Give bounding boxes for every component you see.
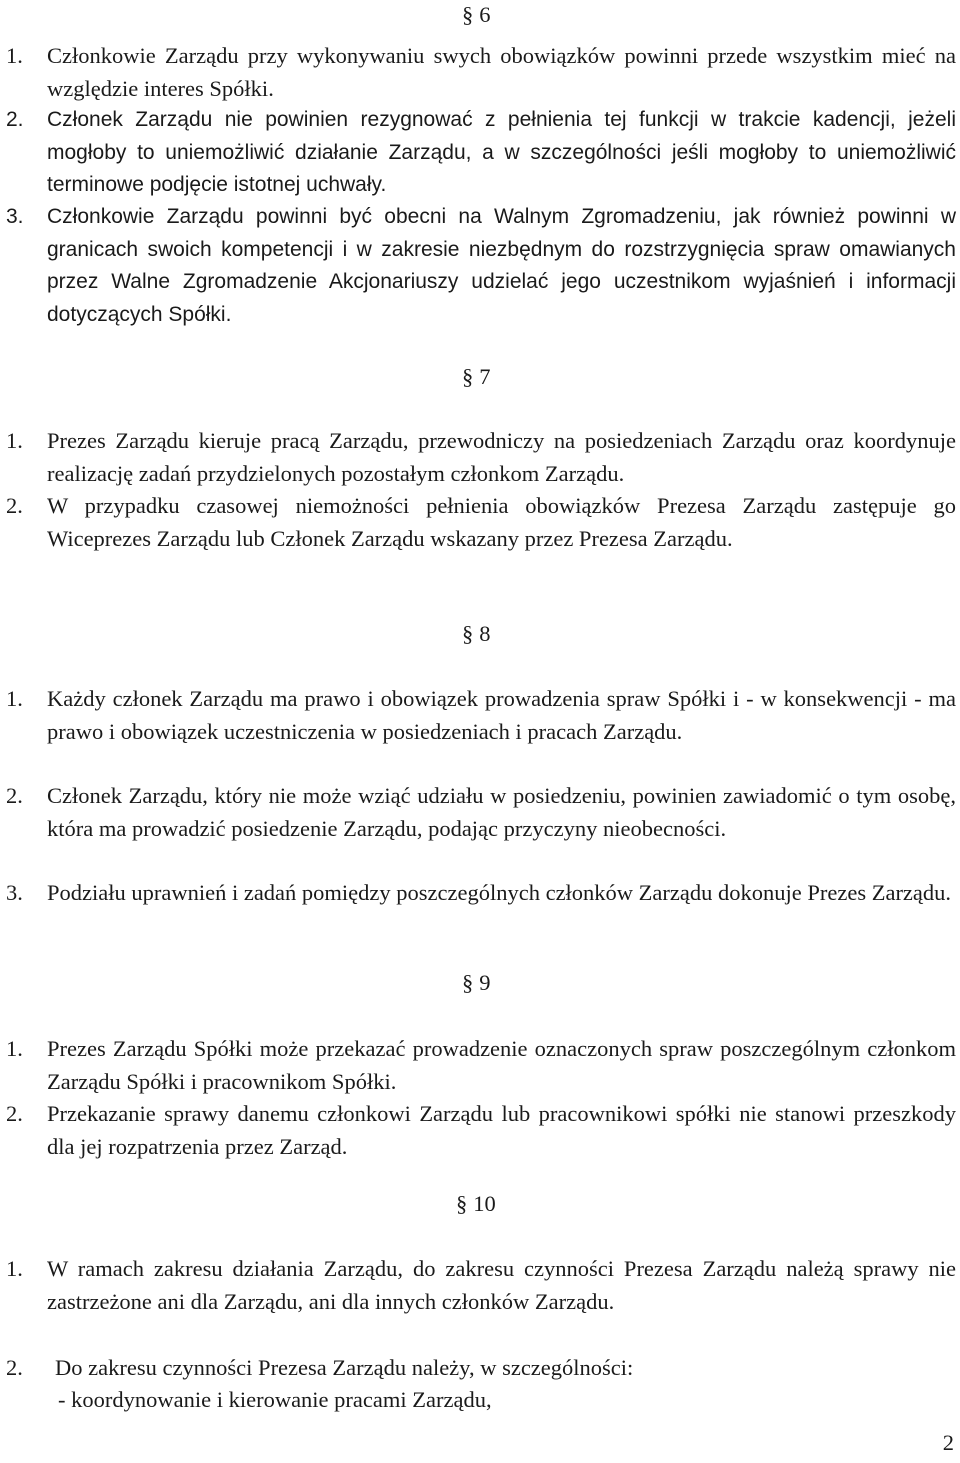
- section-heading-8: [462, 623, 491, 646]
- section-heading-10: [456, 1193, 496, 1216]
- section-symbol: §: [462, 970, 474, 995]
- section-number: 6: [479, 2, 491, 27]
- item-number: 2.: [6, 1101, 23, 1126]
- paragraph-8-1: [6, 683, 956, 748]
- item-number: 1.: [6, 686, 23, 711]
- section-number: 7: [479, 364, 491, 389]
- paragraph-9-2: [6, 1098, 956, 1163]
- item-text: Każdy członek Zarządu ma prawo i obowiązek prowadzenia spraw Spółki i - w konsekwencji - ma prawo i obowiązek uczestniczenia w posiedzeniach i pracach Zarządu.: [47, 686, 956, 744]
- section-symbol: §: [462, 364, 474, 389]
- item-number: 2.: [6, 783, 23, 808]
- item-number: 3.: [6, 205, 24, 228]
- section-symbol: §: [462, 621, 474, 646]
- paragraph-8-2: [6, 780, 956, 845]
- item-text: Członkowie Zarządu przy wykonywaniu swych obowiązków powinni przede wszystkim mieć na względzie interes Spółki.: [47, 43, 956, 101]
- item-number: 1.: [6, 428, 23, 453]
- item-number: 2.: [6, 108, 24, 131]
- item-text: W ramach zakresu działania Zarządu, do zakresu czynności Prezesa Zarządu należą sprawy nie zastrzeżone ani dla Zarządu, ani dla innych członków Zarządu.: [47, 1256, 956, 1314]
- paragraph-6-1: [6, 40, 956, 105]
- section-number: 9: [479, 970, 491, 995]
- item-number: 3.: [6, 880, 23, 905]
- paragraph-6-3: [6, 201, 956, 331]
- section-symbol: §: [456, 1191, 468, 1216]
- item-text: Przekazanie sprawy danemu członkowi Zarządu lub pracownikowi spółki nie stanowi przeszkody dla jej rozpatrzenia przez Zarząd.: [47, 1101, 956, 1159]
- paragraph-10-1: [6, 1253, 956, 1318]
- item-number: 2.: [6, 493, 23, 518]
- item-number: 1.: [6, 43, 23, 68]
- item-text: Członek Zarządu nie powinien rezygnować z pełnienia tej funkcji w trakcie kadencji, jeżeli mogłoby to uniemożliwić działanie Zarządu, a w szczególności jeśli mogłoby to uniemożliwić terminowe podjęcie istotnej uchwały.: [47, 108, 956, 196]
- list-item: - koordynowanie i kierowanie pracami Zarządu,: [58, 1387, 492, 1412]
- item-number: 1.: [6, 1256, 23, 1281]
- section-heading-9: [462, 972, 491, 995]
- paragraph-6-2: [6, 104, 956, 202]
- item-text: Prezes Zarządu Spółki może przekazać prowadzenie oznaczonych spraw poszczególnym członkom Zarządu Spółki i pracownikom Spółki.: [47, 1036, 956, 1094]
- section-heading-6: [462, 4, 491, 27]
- paragraph-9-1: [6, 1033, 956, 1098]
- item-number: 1.: [6, 1036, 23, 1061]
- item-text: Prezes Zarządu kieruje pracą Zarządu, przewodniczy na posiedzeniach Zarządu oraz koordynuje realizację zadań przydzielonych pozostałym członkom Zarządu.: [47, 428, 956, 486]
- item-text: W przypadku czasowej niemożności pełnienia obowiązków Prezesa Zarządu zastępuje go Wiceprezes Zarządu lub Członek Zarządu wskazany przez Prezesa Zarządu.: [47, 493, 956, 551]
- page-number: 2: [942, 1430, 954, 1455]
- item-text: Członkowie Zarządu powinni być obecni na Walnym Zgromadzeniu, jak również powinni w granicach swoich kompetencji i w zakresie niezbędnym do rozstrzygnięcia spraw omawianych przez Walne Zgromadzenie Akcjonariuszy udzielać jego uczestnikom wyjaśnień i informacji dotyczących Spółki.: [47, 205, 956, 326]
- paragraph-10-2: [6, 1352, 956, 1385]
- section-number: 8: [479, 621, 491, 646]
- item-text: Podziału uprawnień i zadań pomiędzy poszczególnych członków Zarządu dokonuje Prezes Zarządu.: [47, 880, 952, 905]
- paragraph-7-2: [6, 490, 956, 555]
- item-text: Członek Zarządu, który nie może wziąć udziału w posiedzeniu, powinien zawiadomić o tym osobę, która ma prowadzić posiedzenie Zarządu, podając przyczyny nieobecności.: [47, 783, 956, 841]
- section-number: 10: [473, 1191, 496, 1216]
- item-number: 2.: [6, 1355, 23, 1380]
- item-text: Do zakresu czynności Prezesa Zarządu należy, w szczególności:: [55, 1355, 634, 1380]
- paragraph-8-3: [6, 877, 956, 910]
- paragraph-7-1: [6, 425, 956, 490]
- section-symbol: §: [462, 2, 474, 27]
- section-heading-7: [462, 366, 491, 389]
